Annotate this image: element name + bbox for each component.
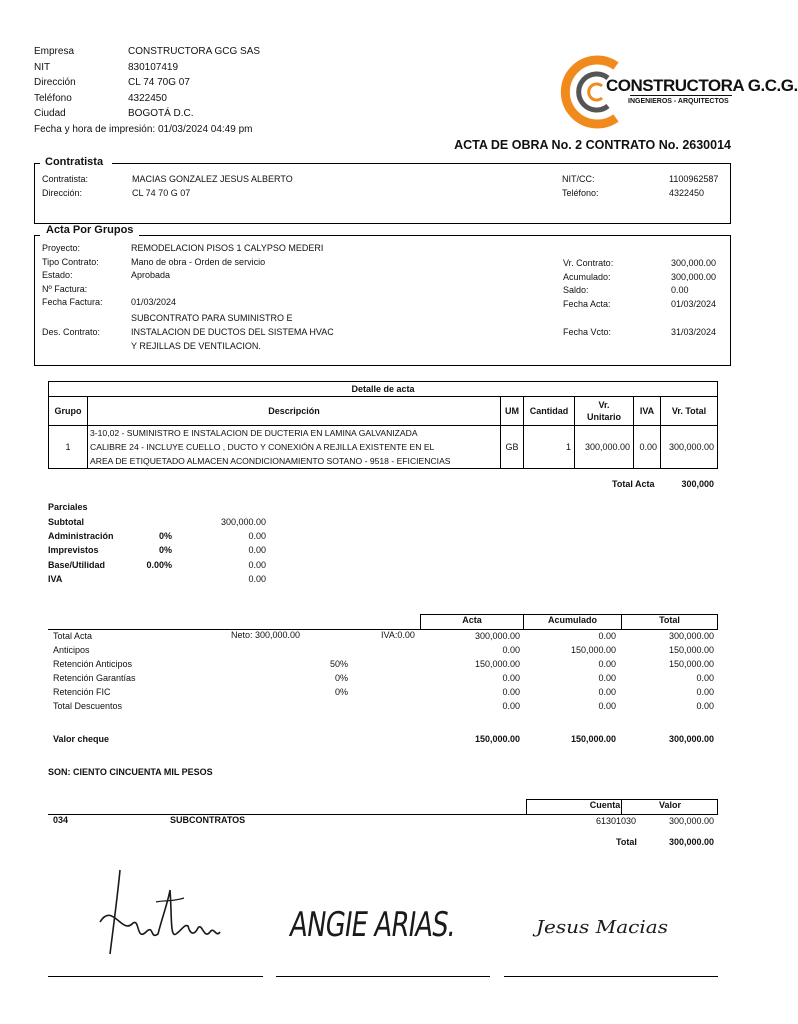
logo-subtitle: INGENIEROS - ARQUITECTOS [628, 98, 729, 105]
fecha-acta-label: Fecha Acta: [563, 298, 611, 309]
acta-legend: Acta Por Grupos [46, 224, 134, 236]
signature-line-1 [48, 976, 263, 977]
header-acta: Acta [462, 615, 482, 625]
resumen-pcts: 50% 0% 0% [329, 658, 348, 697]
col-descripcion: Descripción [88, 397, 501, 426]
contratista-direccion-label: Dirección: [42, 188, 83, 198]
header-cuenta: Cuenta [589, 800, 621, 810]
valor-cheque-acta: 150,000.00 [474, 734, 520, 744]
value-nit: 830107419 [128, 61, 179, 73]
logo-underline [630, 95, 732, 96]
valor-cheque-total: 300,000.00 [668, 734, 714, 744]
label-nit: NIT [34, 61, 51, 73]
parciales-labels: Subtotal Administración Imprevistos Base/Utilidad IVA [48, 517, 114, 584]
resumen-acta-values: 300,000.00 0.00 150,000.00 0.00 0.00 0.00 [474, 631, 520, 711]
fecha-acta-value: 01/03/2024 [670, 298, 716, 309]
value-empresa: CONSTRUCTORA GCG SAS [128, 46, 261, 57]
fecha-factura-label: Fecha Factura: [42, 297, 103, 307]
cell-um: GB [501, 426, 524, 469]
cell-vr-unitario: 300,000.00 [575, 426, 634, 469]
des-contrato-value: SUBCONTRATO PARA SUMINISTRO E INSTALACION DE DUCTOS DEL SISTEMA HVAC Y REJILLAS DE VENTILACION. [131, 313, 334, 351]
svg-text:Jesus Macias: Jesus Macias [531, 917, 668, 938]
parciales-pcts: 0% 0% 0.00% [146, 531, 172, 570]
signature-line-2 [276, 976, 490, 977]
saldo-label: Saldo: [563, 285, 589, 295]
valor-cheque-label: Valor cheque [53, 734, 110, 744]
nit-label: NIT/CC: [562, 174, 595, 184]
value-ciudad: BOGOTÁ D.C. [128, 108, 194, 120]
cell-iva: 0.00 [634, 426, 661, 469]
signature-line-3 [504, 976, 718, 977]
cell-cantidad: 1 [524, 426, 575, 469]
cuenta-name: SUBCONTRATOS [170, 815, 246, 825]
cuenta-valor: 300,000.00 [668, 816, 714, 826]
acumulado-label: Acumulado: [563, 271, 611, 282]
header-valor: Valor [658, 800, 681, 810]
header-total: Total [659, 615, 680, 625]
col-cantidad: Cantidad [524, 397, 575, 426]
label-ciudad: Ciudad [34, 108, 66, 120]
acta-right-values [671, 257, 716, 311]
value-direccion: CL 74 70G 07 [128, 77, 190, 89]
proyecto-value: REMODELACION PISOS 1 CALYPSO MEDERI [131, 243, 324, 253]
table-row [49, 426, 718, 469]
total-acta-label: Total Acta [612, 479, 655, 489]
iva-value: IVA:0.00 [381, 630, 415, 640]
logo-name: CONSTRUCTORA G.C.G. [606, 76, 798, 95]
acta-labels [42, 242, 103, 310]
parciales-values: 300,000.00 0.00 0.00 0.00 0.00 [220, 517, 266, 584]
cuentas-total-value: 300,000.00 [668, 837, 714, 847]
total-acta-value: 300,000 [681, 479, 714, 489]
acta-values [131, 242, 323, 310]
tipo-value: Mano de obra - Orden de servicio [131, 256, 266, 267]
signature-three-icon [532, 905, 682, 945]
value-telefono: 4322450 [128, 92, 167, 104]
label-empresa: Empresa [34, 46, 75, 57]
des-contrato-label: Des. Contrato: [42, 327, 101, 337]
print-datetime: Fecha y hora de impresión: 01/03/2024 04:49 pm [34, 123, 253, 135]
detalle-title: Detalle de acta [49, 382, 718, 397]
label-telefono: Teléfono [34, 92, 72, 104]
nit-value: 1100962587 [669, 174, 719, 184]
saldo-value: 0.00 [670, 285, 689, 295]
valor-cheque-acumulado: 150,000.00 [570, 734, 616, 744]
contratista-direccion-value: CL 74 70 G 07 [132, 188, 191, 198]
label-direccion: Dirección [34, 77, 76, 89]
parciales-title: Parciales [48, 502, 88, 512]
resumen-acumulado-values: 0.00 150,000.00 0.00 0.00 0.00 0.00 [570, 631, 616, 711]
cuenta-number: 61301030 [596, 816, 637, 826]
company-logo [556, 54, 798, 128]
tipo-label: Tipo Contrato: [42, 256, 99, 267]
svg-text:ANGIE ARIAS.: ANGIE ARIAS. [287, 905, 511, 945]
contratista-legend: Contratista [45, 156, 104, 168]
signature-two-icon [287, 884, 511, 954]
cell-grupo: 1 [49, 426, 88, 469]
header-acumulado: Acumulado [547, 615, 597, 625]
document-title: ACTA DE OBRA No. 2 CONTRATO No. 2630014 [454, 138, 731, 152]
fecha-vcto-label: Fecha Vcto: [563, 327, 612, 337]
resumen-total-values: 300,000.00 150,000.00 150,000.00 0.00 0.00 0.00 [668, 631, 714, 711]
telefono-label: Teléfono: [562, 188, 599, 198]
son-text: SON: CIENTO CINCUENTA MIL PESOS [48, 767, 213, 777]
proyecto-label: Proyecto: [42, 243, 81, 253]
neto-value: Neto: 300,000.00 [231, 630, 301, 640]
resumen-labels: Total Acta Anticipos Retención Anticipos Retención Garantías Retención FIC Total Descuentos [53, 631, 136, 711]
col-vr-total: Vr. Total [661, 397, 718, 426]
acumulado-value: 300,000.00 [670, 271, 716, 282]
cuentas-total-label: Total [616, 837, 637, 847]
col-iva: IVA [634, 397, 661, 426]
vr-contrato-label: Vr. Contrato: [563, 258, 614, 268]
fecha-vcto-value: 31/03/2024 [670, 327, 716, 337]
contratista-label: Contratista: [42, 174, 89, 184]
cell-descripcion: 3-10,02 - SUMINISTRO E INSTALACION DE DUCTERIA EN LAMINA GALVANIZADA CALIBRE 24 - INCLUYE CUELLO , DUCTO Y CONEXIÓN A REJILLA EXISTENTE EN EL AREA DE ETIQUETADO ALMACEN ACONDICIONAMIENTO SOTANO - 9518 - EFICIENCIAS [88, 426, 501, 469]
cell-vr-total: 300,000.00 [661, 426, 718, 469]
contratista-value: MACIAS GONZALEZ JESUS ALBERTO [132, 174, 293, 184]
factura-value [131, 283, 323, 297]
col-um: UM [501, 397, 524, 426]
cuenta-code: 034 [53, 815, 69, 825]
estado-value: Aprobada [131, 270, 171, 280]
telefono-value: 4322450 [669, 188, 705, 198]
acta-right-labels [563, 257, 613, 311]
col-grupo: Grupo [49, 397, 88, 426]
vr-contrato-value: 300,000.00 [670, 258, 716, 268]
signature-one-icon [92, 862, 232, 962]
fecha-factura-value: 01/03/2024 [131, 297, 177, 307]
factura-label: Nº Factura: [42, 283, 88, 294]
detalle-table [48, 381, 718, 469]
estado-label: Estado: [42, 270, 73, 280]
company-values [128, 44, 260, 122]
col-vr-unitario: Vr. Unitario [575, 397, 634, 426]
